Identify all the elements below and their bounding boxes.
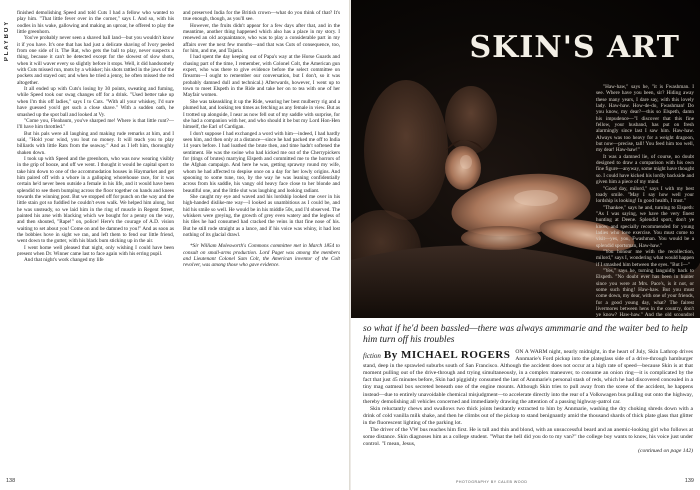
paragraph: "Haw-haw," says he, "it is Fwashman. I see. Where have you been, sir? Hiding away these many years, I dare say, with this lovely lady. Haw-haw. How-de-do, Fwashman! Do you know, my dear?—this so Elspeth, damn his impudence—"I discover that this fine fellow, your husband, has put on fresh alarmingly since last I saw him. Haw-haw. Always was too heavy for a weight dragoon, but now—precise, tall! You feed him too well, my dear! Haw-haw!": [596, 84, 694, 154]
left-column-2: [183, 10, 340, 472]
paragraph: "Thankee," says he and, turning to Elspeth: "As I was saying, we have the very finest hunting at Deene. Splendid sport, don't ye know, and specially recommended for young ladies who love exercise. You must come to visit—yes, you, Fwashman. You would be a splendid sportsman, Haw-haw.": [596, 204, 694, 249]
paragraph: However, the fruits didn't appear for a few days after that, and in the meantime, another thing happened which also has a place in my story. I renewed an old acquaintance, who was to play a considerable part in my affairs over the next few months—and that was Cuts of consequence, too, for him, and me, and Tajaria.: [183, 22, 340, 55]
paragraph: She was takeaskling it up the Ride, wearing her best mulberry rig and a plumed hat, and looking ten times as fetching as any female in view. But as I trotted up alongside, I near as now fell out of my saddle with surprise, for she had a companion with her, and who should it be but my Lord Hon-Hen himself, the Earl of Cardigan.: [183, 98, 340, 131]
paragraph: The driver of the VW bus reaches him first. He is tall and thin and blond, with an unsuccessful beard and an anemic-looking girl who follows at some distance. Skin diagnoses him as a college student. "What the hell did you do to my van?" the college boy wants to know, his voice just under control. "I mean, Jesus,: [363, 427, 693, 448]
paragraph: Skin reluctantly chews and swallows two thick joints hesitantly extracted to him by Annmarie, washing the dry choking shreds down with a drink of cold vanilla milk shake, and then he climbs out of the pickup to stand benignantly amid the thousand shards of thick plate glass that glitter in the fluorescent lighting of the parking lot.: [363, 405, 693, 426]
page-number-left: 138: [6, 478, 16, 484]
feature-photo: [351, 0, 700, 318]
paragraph: "You honour me with the recollection, milord," says I, wondering what would happen if I smashed him between the eyes. "But I—": [596, 248, 694, 268]
paragraph: "Good day, milord," says I with my best toady smile. "May I say how well your lordship is looking! In good health, I trust.": [596, 185, 694, 205]
footnote: *Sir William Molesworth's Commons committee met in March 1854 to consult on small-arms production. Lord Paget was among the members and Lieutenant Colonel Sam Colt, the American inventor of the Colt revolver, was among those who gave evidence.: [183, 243, 340, 269]
photo-side-text: [596, 84, 694, 318]
paragraph: and preserved India for the British crown—what do you think of that? It's true enough, though, as you'll see.: [183, 10, 340, 23]
paragraph: But his pals were all laughing and making rude remarks at him, and I said, "Hold your wind, you lout no money. It will teach you to play billiards with little Rats from the seaway." And as I left him, thoroughly shaken down.: [17, 130, 174, 156]
left-column-1: [17, 10, 174, 472]
byline-author: By MICHAEL ROGERS: [383, 349, 511, 361]
paragraph: ON A WARM night, nearly midnight, in the heart of July, Skin Lathrop drives Annmarie's Ford pickup into the plateglass side of a drive-through hamburger stand, deep in the sprawled suburbs south of San Francisco. Although the accident does not occur at a high rate of speed—because Skin is at that moment pulling out of the drive-through and trying simultaneously, in a complex maneuver, to consume an onion ring—it is complicated by the fact that just 45 minutes before, Skin had piggishly consumed the last of Annmarie's personal stash of reds, which he had discovered concealed in a tiny mag oatmeal box secreted beneath one of the engine mounts. Although Skin tries to pull away from the scene of the accident, he happens instead—due to entirely unavoidable chemical misjudgment—to accelerate directly into the rear of a Volkswagen bus pulling out onto the highway, thereby demolishing all vehicles concerned and immediately drawing the attention of a passing highway-patrol car.: [363, 349, 693, 405]
paragraph: It all ended up with Cuts's losing by 30 points, sweating and fuming, while Speed took our swag changes off for a drink. "Used better take up when I'm this off ladies," says I to Cuts. "With all your whiskey, I'd sure have guessed you'd get such a close shave." With a sudden oath, he smashed up the spot ball and looked at Vy.: [17, 86, 174, 118]
paragraph: And that night's work changed my life: [24, 257, 104, 264]
paragraph: finished demolishing Speed and told Cuts I had a fellow who wanted to play him. "That little fever over in the corner," says I. And so, with his oodles in his wake, gallowing and making an uproar, he offered to play the little greenhorn.: [17, 10, 174, 36]
paragraph: She caught my eye and waved and his lordship looked me over in his high-handed dislike-me way—I looked as unambitious as I could be, and hid his smile so well. He would be in his middle 50s, and I'd observed. The whiskers were greying, the growth of grey even watery and the legless of his tiles he had consumed had cracked the veins in that fine nose of his. But he still rode straight as a lance, and if his voice was whiny, it had lost nothing of its glacial drawl.: [183, 193, 340, 239]
continued-note: (continued on page 142): [638, 448, 693, 455]
magazine-name: PLAYBOY: [4, 20, 10, 62]
paragraph: I don't suppose I had exchanged a word with him—indeed, I had hardly seen him, and then only at a distance—since he had packed me off to India 14 years before. I had loathed the brute then, and time hadn't softened the sentiment. He was the swine who had kicked me out of the Cherrypickers for (tings of brutes) marrying Elspeth and committed me to the horrors of the Afghan campaign. And here he was, getting sprawny round my wife, whom he had affected to despise once on a day for her lowly origins. And spooning to some tune, too, by the way he was leaning confidentially across from his saddle, his vangy old heavy face close to her blonde and beautiful one, and the little slut was laughing and looking radiant.: [183, 130, 340, 194]
paragraph: It was a damned lie, of course, no doubt designed to draw a comparison with his own fine figure—anyway, some might have thought so. I could have kicked his lordly backside and given him a piece of my mind.: [596, 153, 694, 186]
left-columns: [17, 10, 340, 472]
photo-caption: so what if he'd been bassled—there was always ammmarie and the waiter bed to help him turn off his troubles: [363, 324, 688, 345]
paragraph: "Come you, Fleabaum, you've sharped me! Where is that little runt?—I'll have him throttled.": [17, 117, 174, 131]
photo-credit: PHOTOGRAPHY BY CALEB WOOD: [456, 480, 528, 484]
article-title: SKIN'S ART: [469, 30, 680, 65]
story-opening: [363, 349, 693, 455]
right-page: [351, 0, 700, 490]
page-number-right: 139: [684, 478, 694, 484]
byline: [363, 348, 510, 363]
byline-label: fiction: [363, 352, 381, 360]
paragraph: I went home well pleased that night, only wishing I could have been present when Dr. Winner came last to face again with his erring pupil.: [17, 244, 174, 258]
paragraph: I took up with Speed and the greenhorn, who was now wearing visibly in the grip of booze, and off we went. I thought it would be capital sport to take him down to one of the accommodation houses in Haymarket and get him paired off with a whore in a galloping whorehouse race, for it was certain he'd never been outside a female in his life, and it would have been splendid to see them bumping across the floor together on hands and knees towards the winning post. But we stopped off for punch on the way and the little stain got so fuddled he couldn't even walk. We helped him along, but he was unsteady, so we laid him in the ring of muscle in Regent Street, painted his arse with blacking which we bought for a penny on the way, and then shouted, "Rape!" on, police! Here's the courage of A.D. vision waiting to set about you! Come on and be damned to you!" And as soon as the bobbies hove in sight we ran, and left them to fend our little friend, went down to the gutter, with his black bum sticking up in the air.: [17, 155, 174, 245]
paragraph: "Yes," says he, turning languidly back to Elspeth. "No doubt ever has been in hunter since you were at Mrs. Pace's, is it not, or some such thing! Haw-haw. But you must come down, my dear, with one of your friends, for a good young day, what? The fairest livermores between hens in the country, don't ye know? Haw-haw." And the old scoundrel: [596, 267, 694, 318]
paragraph: You've probably never seen a shaved ball land—but you wouldn't know it if you have. It's one that has had just a delicate shaving of Ivory peeled from one side of it. The Rat, who gets the ball to play, never suspects a thing, because it can't be detected except for the slowest of slow shots, when it will waver every so slightly before it stops. Well, it did handsomely with Cuts missed run, mots by a whisker; his shots rattled in the jaws of the pockets and stayed out; and when he tried a jenny, he often missed the red altogether.: [17, 35, 174, 86]
paragraph: I had spent the day keeping out of Papa's way at the Horse Guards and chasing part of the time, I remember, with Colonel Colt, the American gun expert, who was there to give evidence before the select committee on firearms—I ought to remember our conversation, but I don't, so it was probably damned dull and technical.) Afterwards, however, I went up to town to meet Elspeth in the Ride and take her on to tea with one of her Mayfair women.: [183, 54, 340, 99]
